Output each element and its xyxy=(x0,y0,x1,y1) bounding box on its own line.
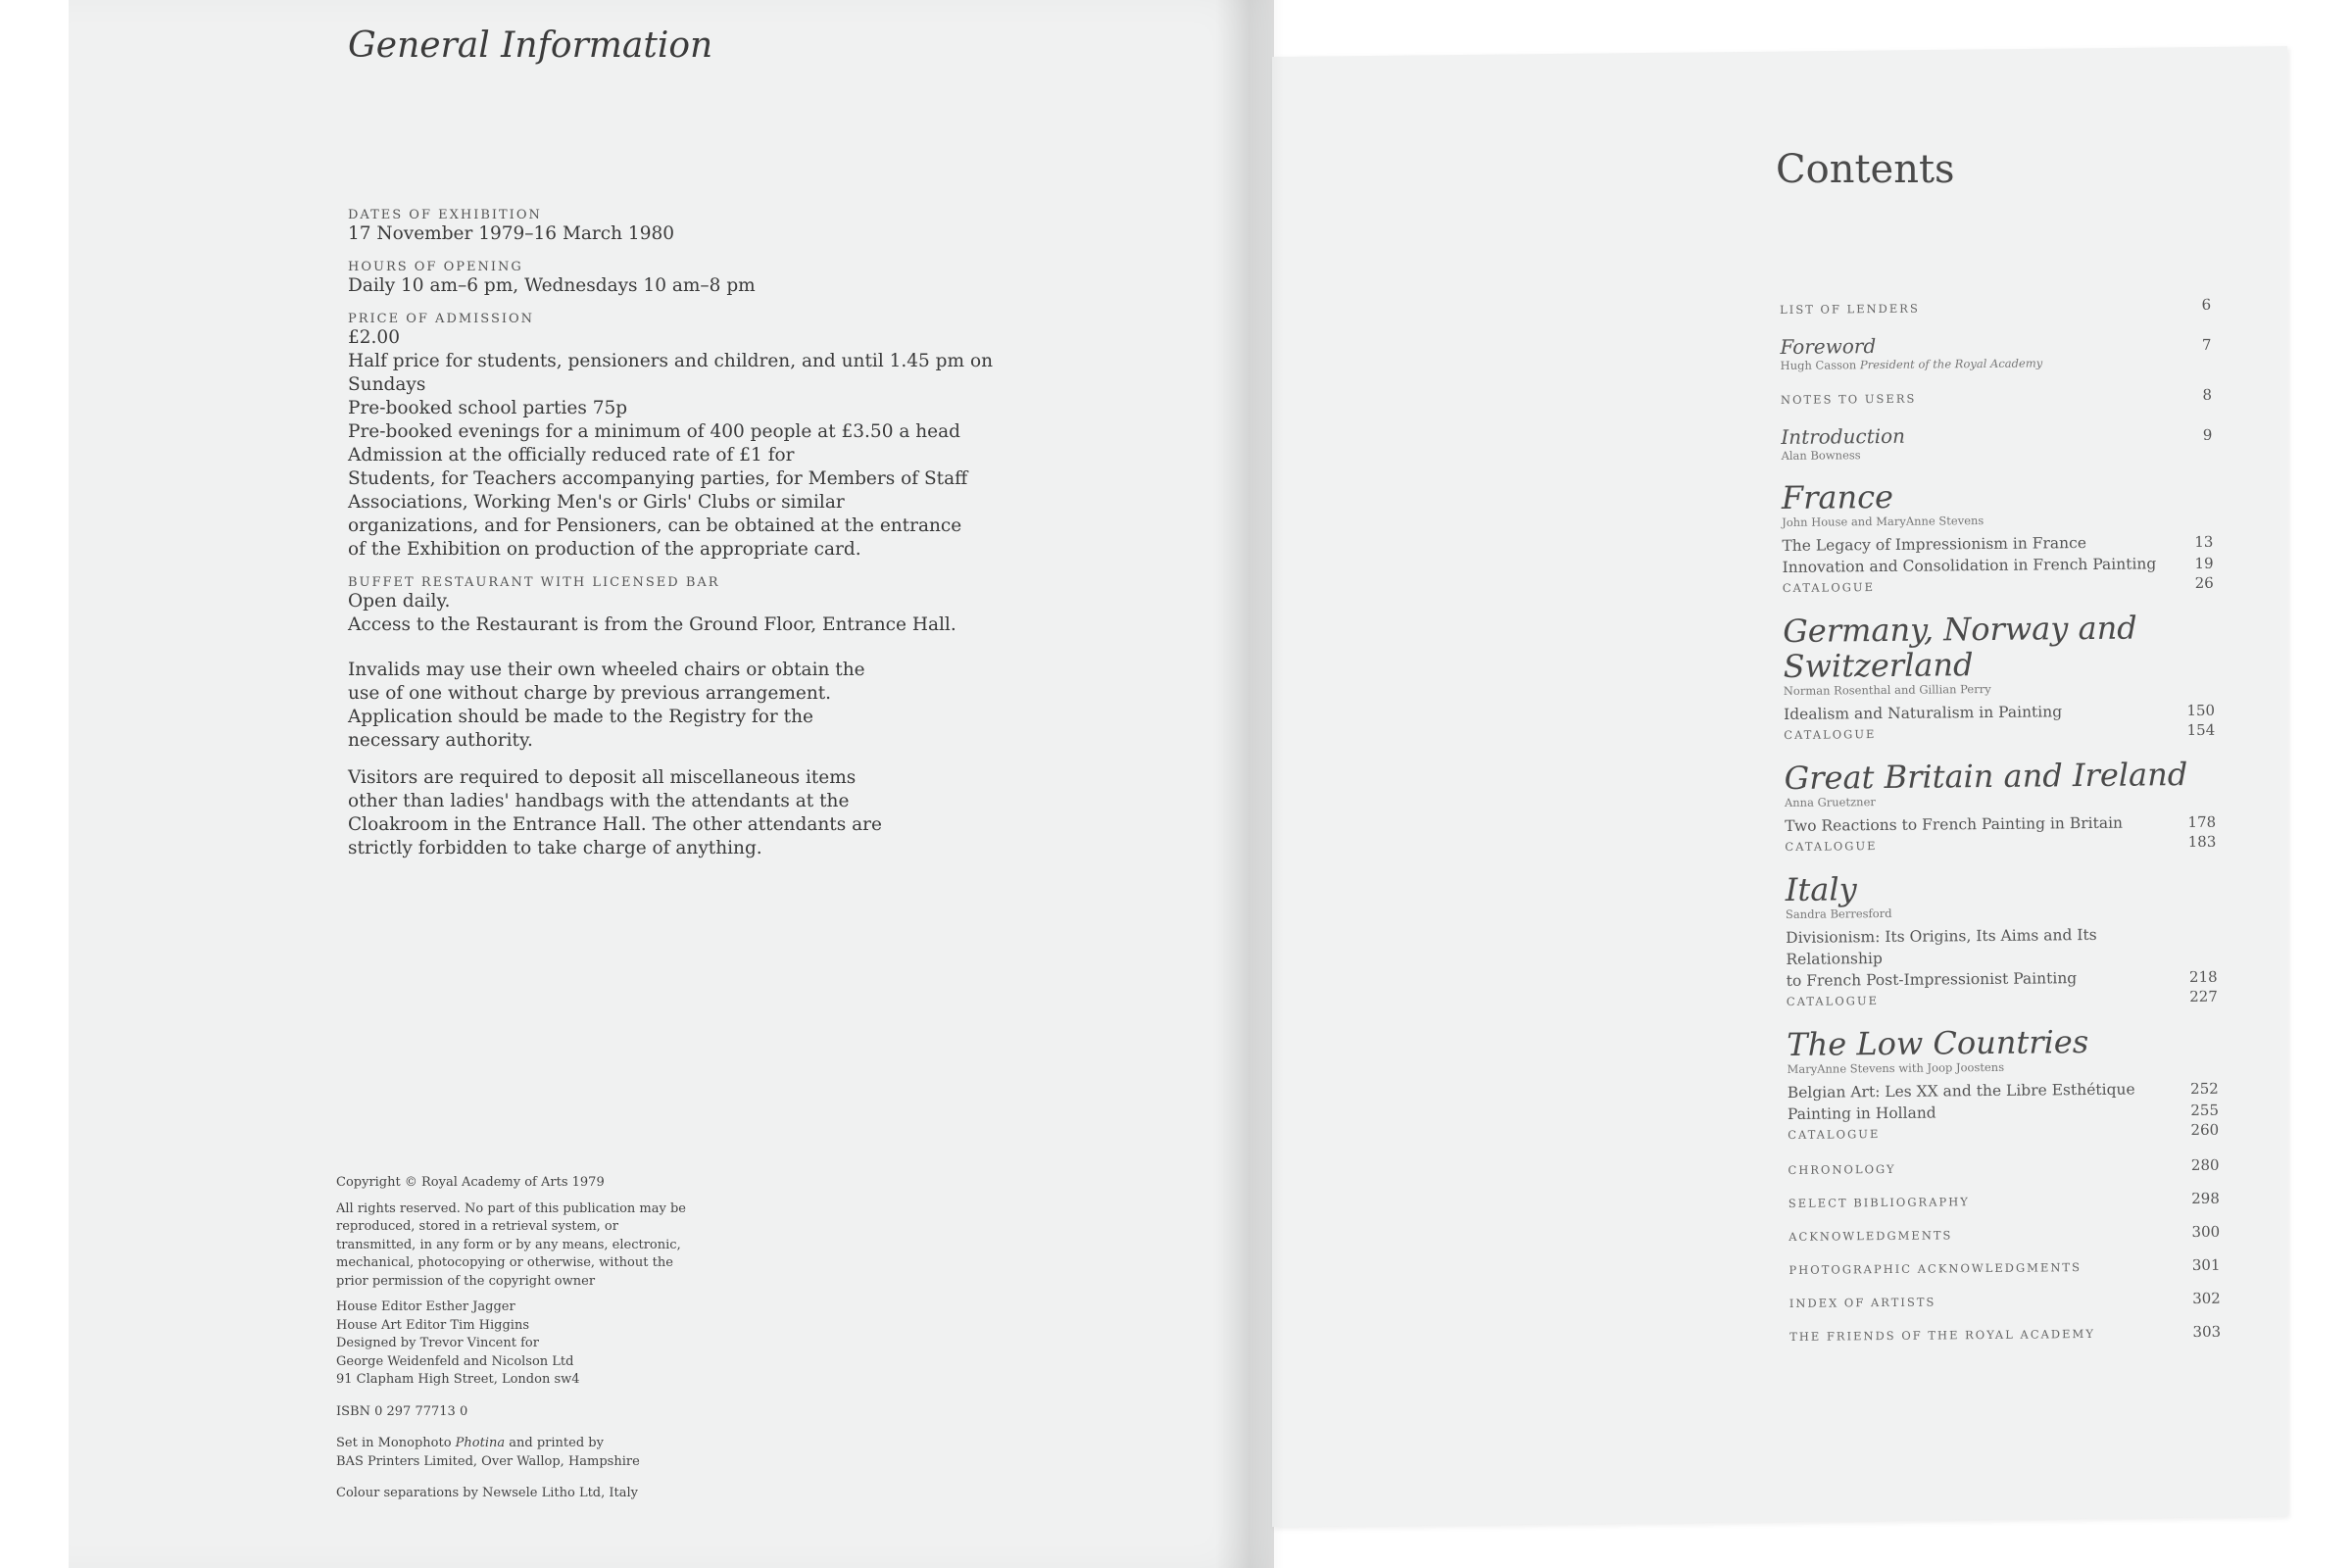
toc-entry xyxy=(1788,1223,2220,1245)
page-number: 13 xyxy=(2194,532,2214,551)
info-line: Associations, Working Men's or Girls' Clubs or similar xyxy=(348,492,845,513)
info-line: Open daily. xyxy=(348,591,451,612)
page-number: 19 xyxy=(2194,554,2214,572)
essay-title: Idealism and Naturalism in Painting xyxy=(1783,703,2063,723)
toc-entry xyxy=(1788,1256,2220,1278)
rights-statement: All rights reserved. No part of this publication may be reproduced, stored in a retrieval system, or transmitted, in any form or by any means, electronic, mechanical, photocopying or otherwise, without the prior permission of the copyright owner xyxy=(336,1200,686,1289)
toc-section xyxy=(1782,476,2214,596)
invalids-paragraph: Invalids may use their own wheeled chairs or obtain the use of one without charge by previous arrangement. Application should be made to the Registry for the necessary authority. xyxy=(348,660,865,751)
toc-author: Alan Bowness xyxy=(1781,448,1861,463)
info-line: Access to the Restaurant is from the Ground Floor, Entrance Hall. xyxy=(348,614,956,635)
page-number: 280 xyxy=(2190,1155,2220,1175)
toc-label: CHRONOLOGY xyxy=(1788,1161,1896,1177)
page-number: 26 xyxy=(2194,573,2214,592)
info-line: £2.00 xyxy=(348,327,400,348)
info-line: Admission at the officially reduced rate of £1 for xyxy=(348,445,795,466)
toc-label: ACKNOWLEDGMENTS xyxy=(1788,1228,1953,1244)
essay-title: Two Reactions to French Painting in Britain xyxy=(1785,813,2124,835)
toc-author: Hugh Casson xyxy=(1780,358,1857,372)
colophon xyxy=(336,1174,748,1511)
catalogue-label: CATALOGUE xyxy=(1788,1127,1881,1142)
section-authors: MaryAnne Stevens with Joop Joostens xyxy=(1787,1059,2005,1076)
info-line: Students, for Teachers accompanying parties, for Members of Staff xyxy=(348,468,968,489)
info-line: 17 November 1979–16 March 1980 xyxy=(348,223,675,244)
page-number: 218 xyxy=(2188,967,2218,987)
section-title: Italy xyxy=(1785,870,1857,908)
toc-sections xyxy=(1782,476,2219,1143)
toc-section xyxy=(1783,610,2215,743)
section-title: Great Britain and Ireland xyxy=(1784,756,2188,797)
printing-info xyxy=(336,1435,748,1471)
credit-line: House Art Editor Tim Higgins xyxy=(336,1317,529,1333)
printing-text: Set in Monophoto xyxy=(336,1436,452,1450)
page-number: 303 xyxy=(2192,1322,2222,1342)
credit-line: 91 Clapham High Street, London sw4 xyxy=(336,1372,580,1387)
catalogue-label: CATALOGUE xyxy=(1784,727,1877,742)
section-label: PRICE OF ADMISSION xyxy=(348,312,535,326)
page-number: 252 xyxy=(2190,1079,2219,1099)
catalogue-label: CATALOGUE xyxy=(1785,839,1878,854)
page-title: General Information xyxy=(348,25,713,66)
page-number: 9 xyxy=(2202,425,2213,444)
book-gutter xyxy=(1215,0,1284,1568)
section-title: France xyxy=(1781,477,1894,516)
toc-section xyxy=(1786,868,2218,1009)
page-number: 298 xyxy=(2191,1189,2220,1208)
page-number: 178 xyxy=(2187,812,2217,832)
isbn: ISBN 0 297 77713 0 xyxy=(336,1403,468,1419)
page-number: 8 xyxy=(2202,385,2213,404)
section-label: HOURS OF OPENING xyxy=(348,260,523,274)
page-number: 154 xyxy=(2186,720,2216,740)
essay-title: The Legacy of Impressionism in France xyxy=(1782,534,2087,555)
essay-title: Divisionism: Its Origins, Its Aims and Its Relationship xyxy=(1786,925,2097,968)
page-number: 6 xyxy=(2201,295,2212,314)
toc-end-matter xyxy=(1788,1156,2221,1345)
copyright-line: Copyright © Royal Academy of Arts 1979 xyxy=(336,1175,605,1190)
toc-section xyxy=(1785,757,2217,855)
section-authors: John House and MaryAnne Stevens xyxy=(1782,514,1984,529)
toc-title: Foreword xyxy=(1780,334,1877,359)
colour-separations: Colour separations by Newsele Litho Ltd, Italy xyxy=(336,1486,639,1500)
info-line: Daily 10 am–6 pm, Wednesdays 10 am–8 pm xyxy=(348,275,756,296)
toc-label: LIST OF LENDERS xyxy=(1780,301,1920,317)
toc-section xyxy=(1787,1023,2219,1143)
toc-entry xyxy=(1781,421,2212,463)
page-number: 150 xyxy=(2186,701,2216,720)
info-line: Half price for students, pensioners and children, and until 1.45 pm on Sundays xyxy=(348,351,994,395)
page-number: 7 xyxy=(2201,335,2212,354)
section-title: Germany, Norway and Switzerland xyxy=(1783,609,2137,685)
credit-line: House Editor Esther Jagger xyxy=(336,1299,515,1314)
section-label: DATES OF EXHIBITION xyxy=(348,208,542,222)
essay-title: Innovation and Consolidation in French Painting xyxy=(1782,555,2157,576)
toc-entry xyxy=(1781,386,2212,408)
contents-heading: Contents xyxy=(1776,147,1955,192)
info-line: Pre-booked evenings for a minimum of 400 people at £3.50 a head xyxy=(348,421,960,442)
credit-line: Designed by Trevor Vincent for xyxy=(336,1336,539,1350)
general-information xyxy=(348,208,1054,860)
toc-title: Introduction xyxy=(1781,423,1906,449)
page-number: 227 xyxy=(2189,987,2218,1006)
toc-item xyxy=(1783,553,2214,578)
toc-entry xyxy=(1788,1190,2220,1211)
essay-title: Belgian Art: Les XX and the Libre Esthétique xyxy=(1787,1080,2135,1102)
section-authors: Norman Rosenthal and Gillian Perry xyxy=(1783,681,1991,698)
table-of-contents xyxy=(1780,296,2221,1345)
visitors-paragraph: Visitors are required to deposit all miscellaneous items other than ladies' handbags with the attendants at the Cloakroom in the Entrance Hall. The other attendants are strictly forbidden to take charge of anything. xyxy=(348,767,882,858)
toc-entry xyxy=(1780,296,2211,318)
toc-label: SELECT BIBLIOGRAPHY xyxy=(1788,1195,1970,1210)
page-number: 302 xyxy=(2192,1289,2221,1308)
section-authors: Sandra Berresford xyxy=(1785,906,1892,921)
toc-label: THE FRIENDS OF THE ROYAL ACADEMY xyxy=(1789,1326,2095,1344)
page-number: 260 xyxy=(2190,1120,2220,1140)
toc-entry xyxy=(1789,1290,2221,1311)
essay-title: to French Post-Impressionist Painting xyxy=(1786,969,2078,990)
page-number: 255 xyxy=(2190,1101,2220,1120)
section-authors: Anna Gruetzner xyxy=(1784,795,1876,809)
printing-text: and printed by xyxy=(509,1436,604,1450)
toc-entry xyxy=(1788,1156,2219,1178)
credit-line: George Weidenfeld and Nicolson Ltd xyxy=(336,1353,574,1369)
typeface-name: Photina xyxy=(455,1436,506,1450)
catalogue-label: CATALOGUE xyxy=(1782,580,1876,595)
toc-label: INDEX OF ARTISTS xyxy=(1788,1295,1936,1310)
catalogue-label: CATALOGUE xyxy=(1786,994,1880,1008)
printer-name: BAS Printers Limited, Over Wallop, Hampshire xyxy=(336,1453,640,1469)
page-number: 301 xyxy=(2191,1255,2221,1275)
info-line: of the Exhibition on production of the appropriate card. xyxy=(348,539,861,560)
page-number: 300 xyxy=(2191,1222,2221,1242)
toc-entry xyxy=(1780,331,2211,372)
toc-label: PHOTOGRAPHIC ACKNOWLEDGMENTS xyxy=(1788,1260,2082,1277)
toc-label: NOTES TO USERS xyxy=(1780,391,1917,407)
section-label: BUFFET RESTAURANT WITH LICENSED BAR xyxy=(348,575,720,590)
page-number: 183 xyxy=(2187,832,2217,852)
info-line: organizations, and for Pensioners, can be obtained at the entrance xyxy=(348,515,962,536)
toc-item xyxy=(1786,923,2217,970)
section-title: The Low Countries xyxy=(1787,1023,2089,1063)
toc-author-role: President of the Royal Academy xyxy=(1859,356,2043,372)
essay-title: Painting in Holland xyxy=(1787,1103,1936,1123)
info-line: Pre-booked school parties 75p xyxy=(348,398,628,418)
credits xyxy=(336,1298,748,1390)
